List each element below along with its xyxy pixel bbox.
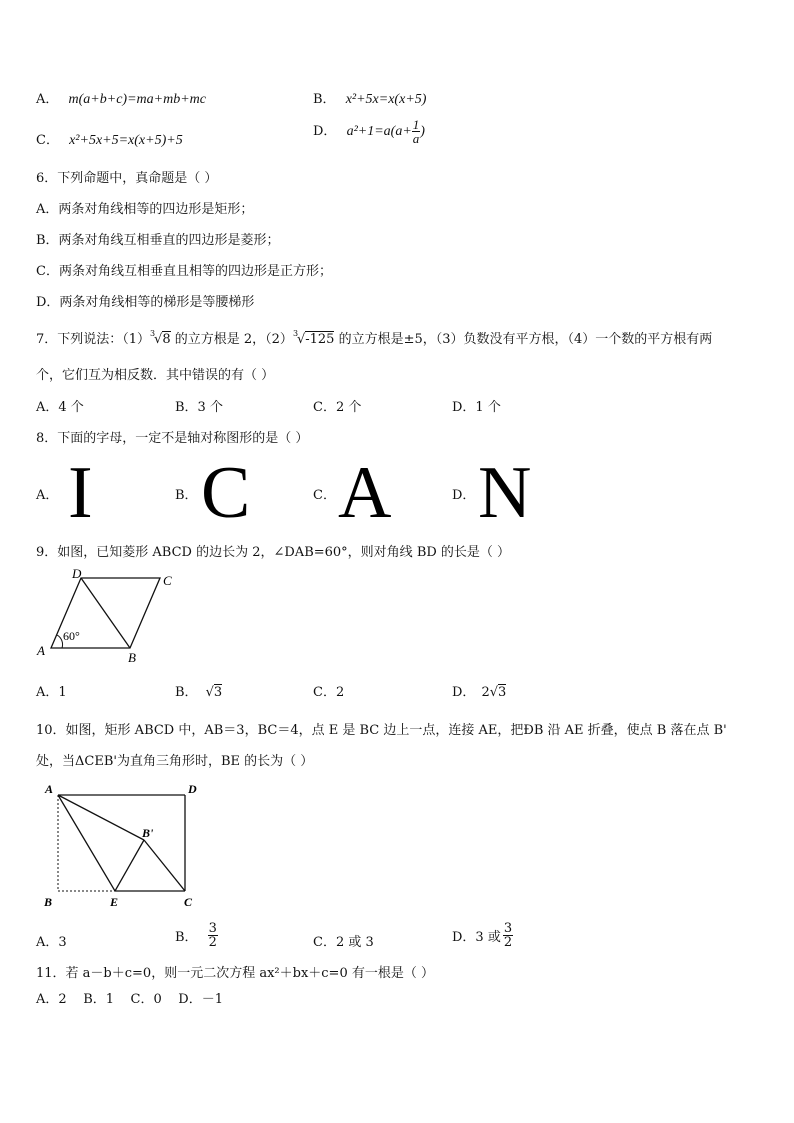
label-d: D xyxy=(72,566,82,581)
label-a: A xyxy=(37,643,45,658)
q7-stem-line1: 7．下列说法：（1） 3 √8 的立方根是 2，（2） 3 √-125 的立方根是±5，（3）负数没有平方根，（4）一个数的平方根有两 xyxy=(36,329,713,347)
diagonal-bd xyxy=(81,578,130,648)
q10-stem-line1: 10．如图，矩形 ABCD 中，AB＝3，BC＝4，点 E 是 BC 边上一点，连接 AE，把ÐB 沿 AE 折叠，使点 B 落在点 B' xyxy=(36,723,727,738)
q9-stem: 9．如图，已知菱形 ABCD 的边长为 2，∠DAB=60°，则对角线 BD 的长是（ ） xyxy=(36,545,511,560)
q8-letter-n: N xyxy=(478,452,532,534)
q6-option-a: A．两条对角线相等的四边形是矩形； xyxy=(36,202,254,217)
q6-option-b: B．两条对角线互相垂直的四边形是菱形； xyxy=(36,233,280,248)
q8-label-c: C． xyxy=(313,488,336,503)
q10-stem-line2: 处，当ΔCEB'为直角三角形时，BE 的长为（ ） xyxy=(36,754,314,769)
q6-stem: 6．下列命题中，真命题是（ ） xyxy=(36,171,218,186)
q11-options: A．2 B．1 C．0 D．－1 xyxy=(36,992,223,1007)
label-e: E xyxy=(110,895,119,908)
q6-option-c: C．两条对角线互相垂直且相等的四边形是正方形； xyxy=(36,264,332,279)
q9-option-a: A．1 xyxy=(36,685,67,700)
q8-stem: 8．下面的字母，一定不是轴对称图形的是（ ） xyxy=(36,431,309,446)
label-c: C xyxy=(163,573,172,588)
q10-rectangle-figure xyxy=(38,778,218,908)
angle-arc xyxy=(57,635,63,648)
segment-eb-prime xyxy=(115,840,144,891)
q7-option-d: D．1 个 xyxy=(452,400,501,415)
q7-option-a: A．4 个 xyxy=(36,400,84,415)
label-c: C xyxy=(184,895,193,908)
q5-option-d-fraction: $\frac{1}{a}$ xyxy=(412,117,420,146)
q7-option-c: C．2 个 xyxy=(313,400,362,415)
segment-ac xyxy=(144,840,185,891)
label-angle: 60° xyxy=(63,629,80,643)
q7-stem-line2: 个，它们互为相反数．其中错误的有（ ） xyxy=(36,368,275,383)
q10-option-a: A．3 xyxy=(36,935,67,950)
q5-option-d xyxy=(313,118,425,145)
q10-option-c: C．2 或 3 xyxy=(313,935,374,950)
q10-option-b: B． $\frac{3}{2}$ xyxy=(175,921,217,950)
q5-option-a xyxy=(36,88,206,108)
q5-option-b-label: B． xyxy=(313,92,336,107)
q5-option-c xyxy=(36,129,183,149)
q5-option-d-label: D． xyxy=(313,124,337,139)
q6-option-d: D．两条对角线相等的梯形是等腰梯形 xyxy=(36,295,255,310)
label-b-prime: B' xyxy=(142,826,154,840)
q7-option-b: B．3 个 xyxy=(175,400,223,415)
q8-letter-c: C xyxy=(201,452,251,534)
q8-letter-a: A xyxy=(338,452,392,534)
cube-root-neg125: 3 √-125 xyxy=(292,329,335,347)
q9-rhombus-figure xyxy=(34,566,194,666)
q5-option-a-expr: m(a+b+c)=ma+mb+mc xyxy=(68,92,206,107)
q5-option-c-expr: x²+5x+5=x(x+5)+5 xyxy=(69,133,183,148)
q5-option-d-expr-post: ) xyxy=(420,124,425,139)
label-b: B xyxy=(44,895,53,908)
q5-option-b xyxy=(313,88,426,108)
q5-option-b-expr: x²+5x=x(x+5) xyxy=(345,92,427,107)
label-b: B xyxy=(128,650,136,665)
q9-option-b: B． √3 xyxy=(175,685,223,700)
q5-option-d-expr-pre: a²+1=a(a+ xyxy=(346,124,412,139)
q8-label-d: D． xyxy=(452,488,476,503)
cube-root-8: 3 √8 xyxy=(150,329,171,347)
label-a: A xyxy=(45,782,54,796)
q10-option-d: D．3 或 $\frac{3}{2}$ xyxy=(452,921,513,950)
q11-stem: 11．若 a－b＋c=0，则一元二次方程 ax²＋bx＋c=0 有一根是（ ） xyxy=(36,966,434,981)
q9-option-c: C．2 xyxy=(313,685,345,700)
q5-option-a-label: A． xyxy=(36,92,59,107)
q5-option-c-label: C． xyxy=(36,133,59,148)
q8-label-a: A． xyxy=(36,488,59,503)
q9-option-d: D． 2√3 xyxy=(452,685,507,700)
q8-letter-i: I xyxy=(68,452,93,534)
q8-label-b: B． xyxy=(175,488,198,503)
label-d: D xyxy=(188,782,197,796)
